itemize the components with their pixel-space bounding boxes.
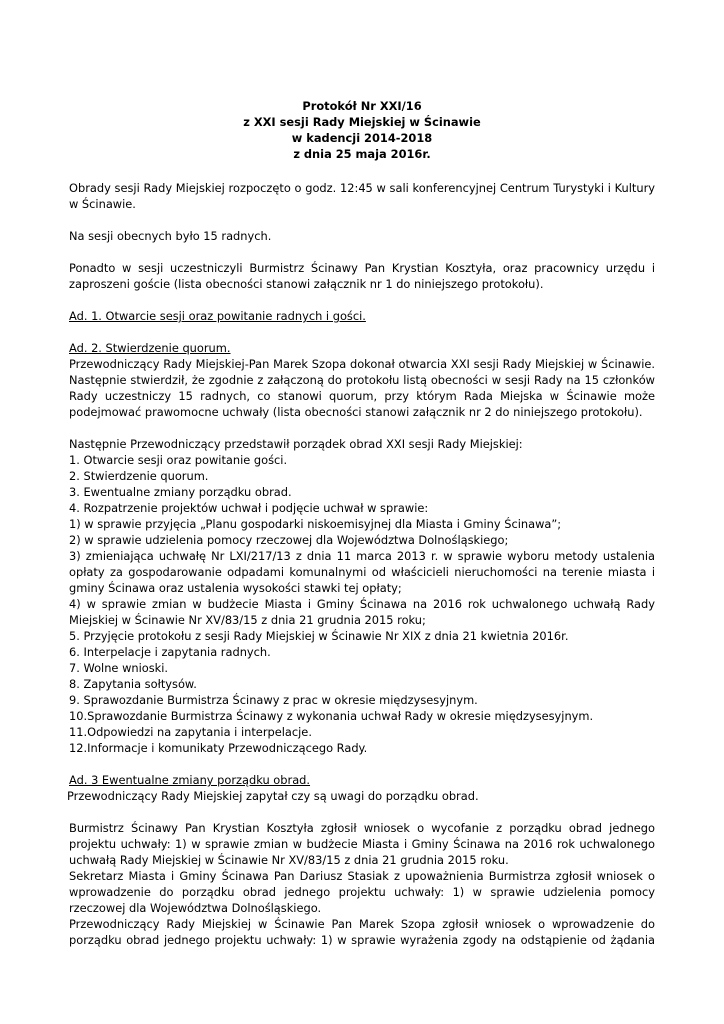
agenda-subitem: 3) zmieniająca uchwałę Nr LXI/217/13 z dnia 11 marca 2013 r. w sprawie wyboru metody ustalenia opłaty za gospodarowanie odpadami komunalnymi od właścicieli nieruchomości na terenie miasta i gminy Ścinawa oraz ustalenia wysokości stawki tej opłaty; [69, 549, 655, 595]
ad2-heading-text: Ad. 2. Stwierdzenie quorum. [69, 341, 231, 355]
title-line-term: w kadencji 2014-2018 [291, 131, 433, 145]
agenda-item: 3. Ewentualne zmiany porządku obrad. [69, 485, 292, 499]
agenda-item: 6. Interpelacje i zapytania radnych. [69, 645, 271, 659]
agenda-subitem: 2) w sprawie udzielenia pomocy rzeczowej dla Województwa Dolnośląskiego; [69, 533, 509, 547]
attendance-paragraph: Na sesji obecnych było 15 radnych. [69, 229, 272, 243]
document-page [69, 98, 655, 948]
ad3-question: Przewodniczący Rady Miejskiej zapytał czy są uwagi do porządku obrad. [67, 789, 479, 803]
ad3-heading-text: Ad. 3 Ewentualne zmiany porządku obrad. [69, 773, 311, 787]
opening-paragraph: Obrady sesji Rady Miejskiej rozpoczęto o godz. 12:45 w sali konferencyjnej Centrum Turystyki i Kultury w Ścinawie. [69, 181, 655, 211]
agenda-item: 12.Informacje i komunikaty Przewodniczącego Rady. [69, 741, 368, 755]
title-line-protocol-number: Protokół Nr XXI/16 [302, 99, 422, 113]
ad3-motion-chairman: Przewodniczący Rady Miejskiej w Ścinawie Pan Marek Szopa zgłosił wniosek o wprowadzenie do porządku obrad jednego projektu uchwały: 1) w sprawie wyrażenia zgody na odstąpienie od żądania [69, 917, 655, 947]
agenda-subitem: 1) w sprawie przyjęcia „Planu gospodarki niskoemisyjnej dla Miasta i Gminy Ścinawa”; [69, 517, 562, 531]
agenda-item: 11.Odpowiedzi na zapytania i interpelacje. [69, 725, 312, 739]
agenda-intro: Następnie Przewodniczący przedstawił porządek obrad XXI sesji Rady Miejskiej: [69, 437, 523, 451]
agenda-item: 9. Sprawozdanie Burmistrza Ścinawy z prac w okresie międzysesyjnym. [69, 693, 478, 707]
guests-paragraph: Ponadto w sesji uczestniczyli Burmistrz Ścinawy Pan Krystian Kosztyła, oraz pracownicy urzędu i zaproszeni goście (lista obecności stanowi załącznik nr 1 do niniejszego protokołu). [69, 261, 655, 291]
title-line-date: z dnia 25 maja 2016r. [293, 147, 431, 161]
agenda-item: 10.Sprawozdanie Burmistrza Ścinawy z wykonania uchwał Rady w okresie międzysesyjnym. [69, 709, 594, 723]
document-title [69, 98, 655, 162]
agenda-item: 8. Zapytania sołtysów. [69, 677, 197, 691]
title-line-session: z XXI sesji Rady Miejskiej w Ścinawie [243, 115, 481, 129]
ad2-heading [69, 340, 655, 356]
agenda-subitem: 4) w sprawie zmian w budżecie Miasta i Gminy Ścinawa na 2016 rok uchwalonego uchwałą Rady Miejskiej w Ścinawie Nr XV/83/15 z dnia 21 grudnia 2015 roku; [69, 597, 655, 627]
ad3-heading [69, 772, 655, 788]
ad3-motion-secretary: Sekretarz Miasta i Gminy Ścinawa Pan Dariusz Stasiak z upoważnienia Burmistrza zgłosił wniosek o wprowadzenie do porządku obrad jednego projektu uchwały: 1) w sprawie udzielenia pomocy rzeczowej dla Województwa Dolnośląskiego. [69, 869, 655, 915]
ad3-motion-withdraw: Burmistrz Ścinawy Pan Krystian Kosztyła zgłosił wniosek o wycofanie z porządku obrad jednego projektu uchwały: 1) w sprawie zmian w budżecie Miasta i Gminy Ścinawa na 2016 rok uchwalonego uchwałą Rady Miejskiej w Ścinawie Nr XV/83/15 z dnia 21 grudnia 2015 roku. [69, 821, 655, 867]
agenda-item: 7. Wolne wnioski. [69, 661, 169, 675]
ad1-heading-text: Ad. 1. Otwarcie sesji oraz powitanie radnych i gości. [69, 309, 366, 323]
ad2-body: Przewodniczący Rady Miejskiej-Pan Marek Szopa dokonał otwarcia XXI sesji Rady Miejskiej w Ścinawie. Następnie stwierdził, że zgodnie z załączoną do protokołu listą obecności w sesji Rady na 15 członków Rady uczestniczy 15 radnych, co stanowi quorum, przy którym Rada Miejska w Ścinawie może podejmować prawomocne uchwały (lista obecności stanowi załącznik nr 2 do niniejszego protokołu). [69, 357, 655, 419]
ad1-heading [69, 308, 655, 324]
agenda-item: 4. Rozpatrzenie projektów uchwał i podjęcie uchwał w sprawie: [69, 501, 429, 515]
agenda-item: 1. Otwarcie sesji oraz powitanie gości. [69, 453, 288, 467]
agenda-item: 2. Stwierdzenie quorum. [69, 469, 209, 483]
agenda-item: 5. Przyjęcie protokołu z sesji Rady Miejskiej w Ścinawie Nr XIX z dnia 21 kwietnia 2016r. [69, 629, 569, 643]
agenda-list [69, 452, 655, 756]
